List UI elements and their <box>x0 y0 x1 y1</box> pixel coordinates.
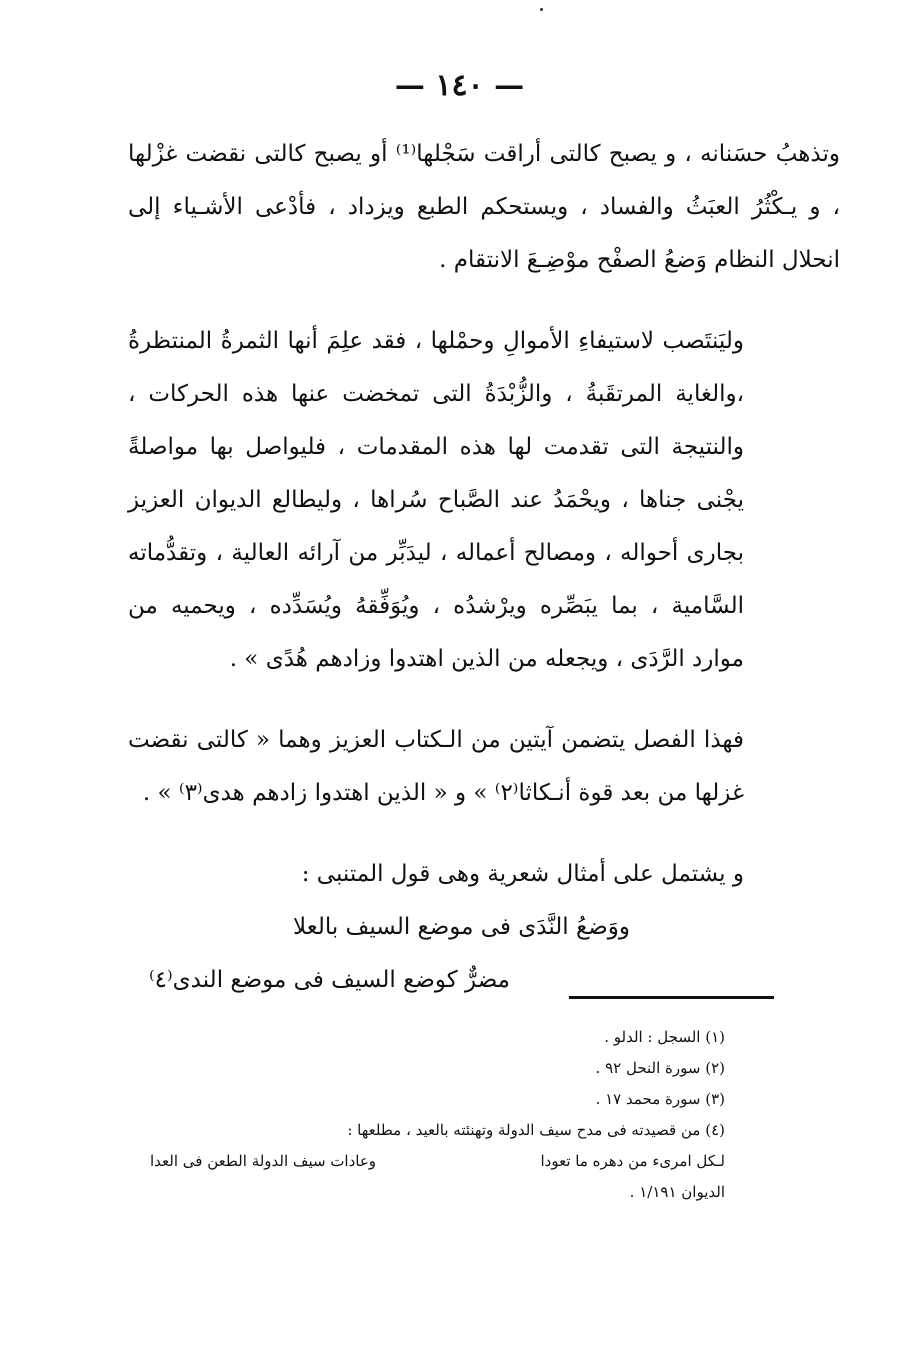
footnote-4: (٤) من قصيدته فى مدح سيف الدولة وتهنئته بالعيد ، مطلعها : <box>347 1121 725 1139</box>
page-number: — ١٤٠ — <box>394 68 525 103</box>
footnote-1: (١) السجل : الدلو . <box>604 1028 725 1046</box>
footnote-source: الديوان ١/١٩١ . <box>629 1183 725 1201</box>
verse-line-2: مضرٌّ كوضع السيف فى موضع الندى⁽٤⁾ <box>149 967 510 993</box>
footnote-verse-right: لـكل امرىء من دهره ما تعودا <box>540 1152 725 1170</box>
footnote-verse <box>150 1146 725 1177</box>
paragraph-2: وليَنتَصب لاستيفاءِ الأموالِ وحمْلها ، فقد علِمَ أنها الثمرةُ المنتظرةُ ،والغاية المرتقَبةُ ، والزُّبْدَةُ التى تمخضت عنها هذه الحركات ، والنتيجة التى تقدمت لها هذه المقدمات ، فليواصل بها مواصلةً يجْنى جناها ، ويحْمَدُ عند الصَّباح سُراها ، وليطالع الديوان العزيز بجارى أحواله ، ومصالح أعماله ، ليدَبِّر من آرائه العالية ، وتقدُّماته السَّامية ، بما يبَصِّره ويرْشدُه ، ويُوَفِّقهُ ويُسَدِّده ، ويحميه من موارد الرَّدَى ، ويجعله من الذين اهتدوا وزادهم هُدًى » . <box>128 328 744 672</box>
paragraph-1: وتذهبُ حسَنانه ، و يصبح كالتى أراقت سَجْلها⁽¹⁾ أو يصبح كالتى نقضت غزْلها ، و يـكْثُرُ العبَثُ والفساد ، ويستحكم الطبع ويزداد ، فأدْعى الأشـياء إلى انحلال النظام وَضعُ الصفْح موْضِـعَ الانتقام . <box>128 141 840 273</box>
footnote-verse-left: وعادات سيف الدولة الطعن فى العدا <box>150 1152 377 1170</box>
scan-speck <box>540 8 543 11</box>
verse-line-1: ووَضعُ النَّدَى فى موضع السيف بالعلا <box>293 914 630 940</box>
footnote-separator <box>569 996 774 999</box>
paragraph-3: فهذا الفصل يتضمن آيتين من الـكتاب العزيز وهما « كالتى نقضت غزلها من بعد قوة أنـكاثا⁽٢⁾ » و « الذين اهتدوا زادهم هدى⁽٣⁾ » . <box>128 727 744 806</box>
main-text <box>128 128 840 1007</box>
footnote-3: (٣) سورة محمد ١٧ . <box>595 1090 725 1108</box>
footnote-2: (٢) سورة النحل ٩٢ . <box>595 1059 725 1077</box>
paragraph-4: و يشتمل على أمثال شعرية وهى قول المتنبى : <box>301 861 744 887</box>
footnotes <box>150 1022 725 1208</box>
